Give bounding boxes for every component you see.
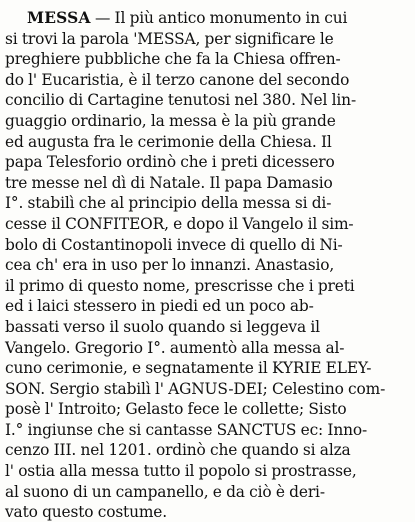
entry-line: al suono di un campanello, e da ciò è deri- xyxy=(5,482,325,501)
dictionary-entry xyxy=(5,8,409,523)
entry-line: SON. Sergio stabilì l' AGNUS-DEI; Celestino com- xyxy=(5,379,386,398)
entry-line: cea ch' era in uso per lo innanzi. Anastasio, xyxy=(5,256,335,275)
entry-line: cenzo III. nel 1201. ordinò che quando si alza xyxy=(5,441,351,460)
entry-line: bassati verso il suolo quando si leggeva il xyxy=(5,317,320,336)
entry-line: do l' Eucaristia, è il terzo canone del secondo xyxy=(5,70,350,89)
entry-line: cuno cerimonie, e segnatamente il KYRIE ELEY- xyxy=(5,359,372,378)
entry-line: posè l' Introito; Gelasto fece le collette; Sisto xyxy=(5,400,347,419)
entry-line: concilio di Cartagine tenutosi nel 380. Nel lin- xyxy=(5,91,356,110)
entry-line: ed augusta fra le cerimonie della Chiesa. Il xyxy=(5,132,332,151)
entry-line: guaggio ordinario, la messa è la più grande xyxy=(5,111,336,130)
entry-line: papa Telesforio ordinò che i preti dicessero xyxy=(5,153,335,172)
entry-line: bolo di Costantinopoli invece di quello di Ni- xyxy=(5,235,343,254)
entry-line: si trovi la parola 'MESSA, per significare le xyxy=(5,29,334,48)
entry-line: Vangelo. Gregorio I°. aumentò alla messa al- xyxy=(5,338,345,357)
entry-line: il primo di questo nome, prescrisse che i preti xyxy=(5,276,355,295)
entry-line: tre messe nel dì di Natale. Il papa Damasio xyxy=(5,173,333,192)
entry-line: vato questo costume. xyxy=(5,503,168,522)
entry-line xyxy=(5,8,409,29)
entry-line: ed i laici stessero in piedi ed un poco ab- xyxy=(5,297,314,316)
entry-line: preghiere pubbliche che fa la Chiesa offren- xyxy=(5,50,341,69)
entry-line: l' ostia alla messa tutto il popolo si prostrasse, xyxy=(5,462,357,481)
entry-line-text: — Il più antico monumento in cui xyxy=(90,9,348,27)
entry-headword: MESSA xyxy=(27,9,91,27)
entry-line: cesse il CONFITEOR, e dopo il Vangelo il sim- xyxy=(5,214,354,233)
entry-line: I.° ingiunse che si cantasse SANCTUS ec: Inno- xyxy=(5,420,368,439)
entry-line: I°. stabilì che al principio della messa si di- xyxy=(5,194,332,213)
